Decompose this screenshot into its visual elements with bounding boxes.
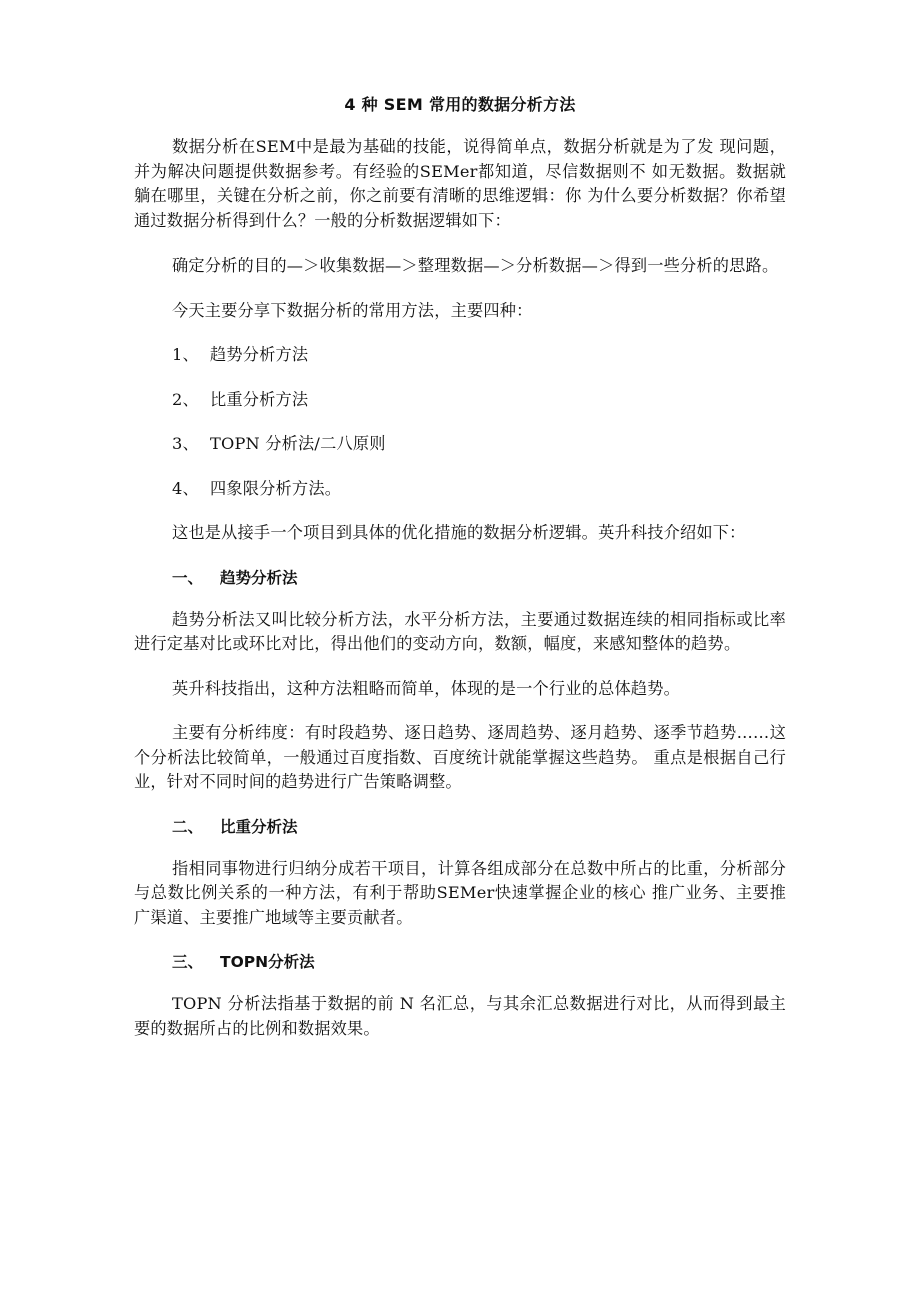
- methods-intro-paragraph: 今天主要分享下数据分析的常用方法，主要四种：: [172, 300, 533, 320]
- list-item-number: 4、: [172, 478, 199, 498]
- list-item-number: 3、: [172, 434, 199, 453]
- list-item: [134, 343, 786, 368]
- body-paragraph: 指相同事物进行归纳分成若干项目，计算各组成部分在总数中所占的比重，分析部分与总数比例关系的一种方法，有利于帮助SEMer快速掌握企业的核心 推广业务、主要推广渠道、主要推广地域等主要贡献者。: [134, 858, 786, 927]
- section-title: 趋势分析法: [220, 568, 298, 587]
- list-item: [134, 477, 786, 502]
- list-item-label: TOPN 分析法/二八原则: [210, 434, 386, 453]
- document-page: [134, 94, 786, 1041]
- document-title: 4 种 SEM 常用的数据分析方法: [344, 95, 576, 114]
- body-paragraph: 主要有分析纬度：有时段趋势、逐日趋势、逐周趋势、逐月趋势、逐季节趋势……这个分析法比较简单，一般通过百度指数、百度统计就能掌握这些趋势。 重点是根据自己行业，针对不同时间的趋势进行广告策略调整。: [134, 723, 786, 791]
- methods-list: [134, 343, 786, 501]
- analysis-flow-paragraph: 确定分析的目的—＞收集数据—＞整理数据—＞分析数据—＞得到一些分析的思路。: [172, 256, 779, 275]
- methods-outro-paragraph: 这也是从接手一个项目到具体的优化措施的数据分析逻辑。英升科技介绍如下：: [172, 523, 746, 542]
- list-item-label: 比重分析方法: [210, 389, 309, 409]
- list-item-number: 1、: [172, 345, 199, 364]
- section-number: 一、: [172, 568, 204, 587]
- intro-paragraph: 数据分析在SEM中是最为基础的技能，说得简单点，数据分析就是为了发 现问题，并为解决问题提供数据参考。有经验的SEMer都知道，尽信数据则不 如无数据。数据就躺在哪里，关键在分析之前，你之前要有清晰的思维逻辑：你 为什么要分析数据？你希望通过数据分析得到什么？一般的分析数据逻辑如下：: [134, 137, 786, 230]
- section-number: 二、: [172, 817, 204, 836]
- list-item: [134, 432, 786, 457]
- list-item-label: 四象限分析方法。: [210, 478, 342, 498]
- section-number: 三、: [172, 953, 204, 971]
- list-item: [134, 388, 786, 413]
- body-paragraph: 趋势分析法又叫比较分析方法，水平分析方法，主要通过数据连续的相同指标或比率进行定基对比或环比对比，得出他们的变动方向，数额，幅度，来感知整体的趋势。: [134, 609, 786, 653]
- body-paragraph: 英升科技指出，这种方法粗略而简单，体现的是一个行业的总体趋势。: [172, 678, 681, 698]
- list-item-number: 2、: [172, 389, 199, 409]
- section-heading-proportion: [134, 815, 786, 837]
- body-paragraph: TOPN 分析法指基于数据的前 N 名汇总，与其余汇总数据进行对比，从而得到最主要的数据所占的比例和数据效果。: [134, 994, 786, 1038]
- section-title: 比重分析法: [220, 817, 298, 836]
- section-title: TOPN分析法: [220, 953, 315, 971]
- section-heading-trend: [134, 566, 786, 588]
- section-heading-topn: [134, 950, 786, 972]
- list-item-label: 趋势分析方法: [210, 345, 309, 364]
